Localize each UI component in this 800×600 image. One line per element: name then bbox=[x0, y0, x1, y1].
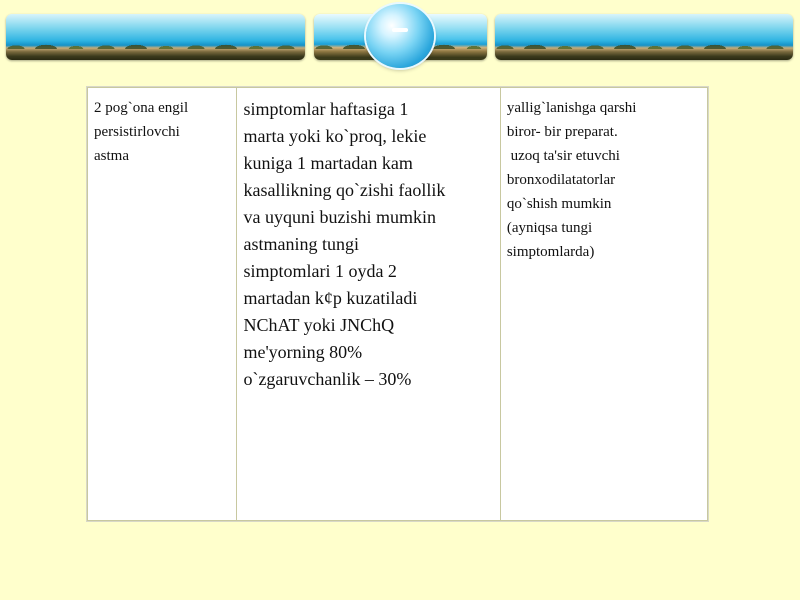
cell-line: va uyquni buzishi mumkin bbox=[243, 207, 436, 227]
cell-line: uzoq ta'sir etuvchi bbox=[506, 148, 620, 164]
cell-line: kuniga 1 martadan kam bbox=[243, 153, 413, 173]
cell-line: biror- bir preparat. bbox=[506, 124, 618, 140]
header-banner-left bbox=[6, 14, 305, 60]
cell-line: 2 pog`ona engil bbox=[94, 100, 189, 116]
cell-line: simptomlar haftasiga 1 bbox=[243, 99, 409, 119]
symptoms-cell bbox=[237, 88, 500, 521]
cell-line: martadan k¢p kuzatiladi bbox=[243, 288, 418, 308]
cell-line: simptomlarda) bbox=[506, 244, 595, 260]
severity-cell bbox=[88, 88, 237, 521]
cell-line: bronxodilatatorlar bbox=[506, 172, 616, 188]
cell-line: simptomlari 1 oyda 2 bbox=[243, 261, 397, 281]
cell-line: persistirlovchi bbox=[94, 124, 180, 140]
cell-line: me'yorning 80% bbox=[243, 342, 363, 362]
header-banner-right bbox=[495, 14, 793, 60]
cell-line: astma bbox=[94, 148, 129, 164]
cell-line: marta yoki ko`proq, lekie bbox=[243, 126, 427, 146]
cell-line: kasallikning qo`zishi faollik bbox=[243, 180, 446, 200]
cell-line: (ayniqsa tungi bbox=[506, 220, 593, 236]
treatment-cell bbox=[500, 88, 707, 521]
table-row bbox=[88, 88, 708, 521]
asthma-classification-table bbox=[87, 87, 708, 521]
cell-line: yallig`lanishga qarshi bbox=[506, 100, 637, 116]
cell-line: qo`shish mumkin bbox=[506, 196, 612, 212]
cell-line: astmaning tungi bbox=[243, 234, 359, 254]
globe-icon bbox=[366, 4, 434, 68]
cell-line: o`zgaruvchanlik – 30% bbox=[243, 369, 412, 389]
cell-line: NChAT yoki JNChQ bbox=[243, 315, 395, 335]
